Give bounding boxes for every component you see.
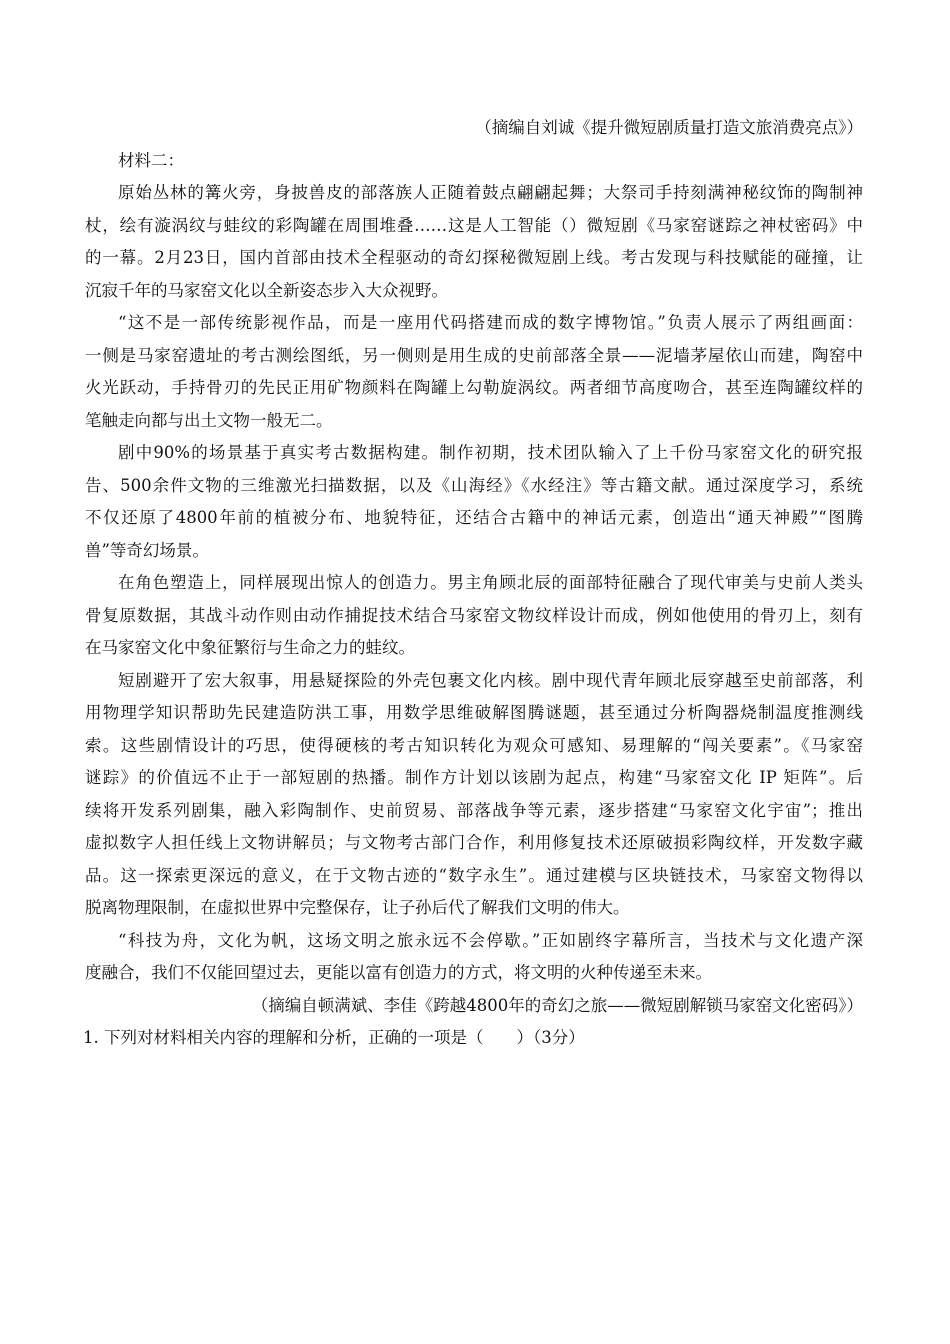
source-citation-1: （摘编自刘诚《提升微短剧质量打造文旅消费亮点》） bbox=[475, 118, 863, 137]
paragraph-line: 度融合，我们不仅能回望过去，更能以富有创造力的方式，将文明的火种传递至未来。 bbox=[85, 963, 712, 982]
paragraph-line: 用物理学知识帮助先民建造防洪工事，用数学思维破解图腾谜题，甚至通过分析陶器烧制温度推测线 bbox=[85, 703, 863, 722]
paragraph-6 bbox=[85, 925, 863, 990]
paragraph-line: 续将开发系列剧集，融入彩陶制作、史前贸易、部落战争等元素，逐步搭建“马家窑文化宇宙”；推出 bbox=[85, 800, 863, 820]
paragraph-1 bbox=[85, 177, 863, 307]
paragraph-line: 在角色塑造上，同样展现出惊人的创造力。男主角顾北辰的面部特征融合了现代审美与史前人类头 bbox=[118, 573, 863, 592]
paragraph-line: 告、500余件文物的三维激光扫描数据，以及《山海经》《水经注》等古籍文献。通过深度学习，系统 bbox=[85, 475, 863, 495]
paragraph-line: 沉寂千年的马家窑文化以全新姿态步入大众视野。 bbox=[85, 280, 448, 300]
paragraph-line: “这不是一部传统影视作品，而是一座用代码搭建而成的数字博物馆。”负责人展示了两组画面： bbox=[118, 313, 863, 332]
paragraph-line: 不仅还原了4800年前的植被分布、地貌特征，还结合古籍中的神话元素，创造出“通天神殿”“图腾 bbox=[85, 508, 863, 527]
paragraph-line: “科技为舟，文化为帆，这场文明之旅永远不会停歇。”正如剧终字幕所言，当技术与文化遗产深 bbox=[118, 930, 863, 950]
paragraph-line: 在马家窑文化中象征繁衍与生命之力的蛙纹。 bbox=[85, 638, 415, 657]
paragraph-line: 原始丛林的篝火旁，身披兽皮的部落族人正随着鼓点翩翩起舞；大祭司手持刻满神秘纹饰的陶制神 bbox=[118, 183, 863, 202]
question-1: 1. 下列对材料相关内容的理解和分析，正确的一项是（ ）（3分） bbox=[83, 1028, 585, 1047]
paragraph-line: 火光跃动，手持骨刃的先民正用矿物颜料在陶罐上勾勒旋涡纹。两者细节高度吻合，甚至连陶罐纹样的 bbox=[85, 378, 863, 397]
source-citation-2: （摘编自顿满斌、李佳《跨越4800年的奇幻之旅——微短剧解锁马家窑文化密码》） bbox=[251, 995, 863, 1015]
material-2-label: 材料二： bbox=[118, 150, 184, 170]
paragraph-line: 一侧是马家窑遗址的考古测绘图纸，另一侧则是用生成的史前部落全景——泥墙茅屋依山而建，陶窑中 bbox=[85, 345, 863, 365]
document-body bbox=[85, 112, 863, 1055]
paragraph-line: 笔触走向都与出土文物一般无二。 bbox=[85, 410, 333, 430]
paragraph-line: 剧中90%的场景基于真实考古数据构建。制作初期，技术团队输入了上千份马家窑文化的研究报 bbox=[118, 443, 863, 462]
paragraph-line: 虚拟数字人担任线上文物讲解员；与文物考古部门合作，利用修复技术还原破损彩陶纹样，开发数字藏 bbox=[85, 833, 863, 852]
paragraph-line: 索。这些剧情设计的巧思，使得硬核的考古知识转化为观众可感知、易理解的“闯关要素”。《马家窑 bbox=[85, 735, 863, 755]
paragraph-2 bbox=[85, 307, 863, 437]
paragraph-line: 骨复原数据，其战斗动作则由动作捕捉技术结合马家窑文物纹样设计而成，例如他使用的骨刃上，刻有 bbox=[85, 605, 863, 625]
paragraph-line: 兽”等奇幻场景。 bbox=[85, 540, 209, 560]
paragraph-line: 谜踪》的价值远不止于一部短剧的热播。制作方计划以该剧为起点，构建“马家窑文化 IP 矩阵”。后 bbox=[85, 768, 863, 787]
paragraph-line: 的一幕。2月23日，国内首部由技术全程驱动的奇幻探秘微短剧上线。考古发现与科技赋能的碰撞，让 bbox=[85, 248, 863, 267]
paragraph-5 bbox=[85, 665, 863, 925]
paragraph-line: 脱离物理限制，在虚拟世界中完整保存，让子孙后代了解我们文明的伟大。 bbox=[85, 898, 630, 917]
paragraph-line: 品。这一探索更深远的意义，在于文物古迹的“数字永生”。通过建模与区块链技术，马家窑文物得以 bbox=[85, 865, 863, 885]
paragraph-3 bbox=[85, 437, 863, 567]
paragraph-4 bbox=[85, 567, 863, 665]
paragraph-line: 短剧避开了宏大叙事，用悬疑探险的外壳包裹文化内核。剧中现代青年顾北辰穿越至史前部落，利 bbox=[118, 670, 863, 690]
paragraph-line: 杖，绘有漩涡纹与蛙纹的彩陶罐在周围堆叠……这是人工智能（）微短剧《马家窑谜踪之神杖密码》中 bbox=[85, 215, 863, 235]
